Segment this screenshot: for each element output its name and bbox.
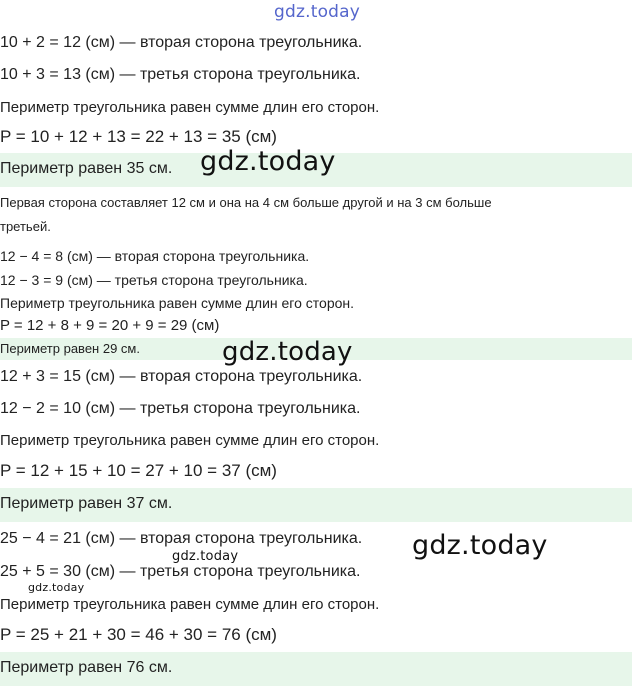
block4-line3: Периметр треугольника равен сумме длин его сторон. — [0, 596, 380, 613]
block2-line4: P = 12 + 8 + 9 = 20 + 9 = 29 (см) — [0, 317, 220, 334]
block1-line1: 10 + 2 = 12 (см) — вторая сторона треугольника. — [0, 34, 363, 51]
block3-answer: Периметр равен 37 см. — [0, 495, 173, 512]
watermark-mid2: gdz.today — [222, 337, 353, 367]
block4-answer: Периметр равен 76 см. — [0, 659, 173, 676]
block2-intro-line2: третьей. — [0, 219, 51, 234]
block4-line1: 25 − 4 = 21 (см) — вторая сторона треугольника. — [0, 530, 363, 547]
watermark-small1: gdz.today — [172, 549, 239, 564]
watermark-small2: gdz.today — [28, 581, 85, 594]
block2-answer: Периметр равен 29 см. — [0, 341, 140, 356]
block3-line2: 12 − 2 = 10 (см) — третья сторона треугольника. — [0, 400, 361, 417]
watermark-mid1: gdz.today — [200, 146, 336, 177]
block1-line3: Периметр треугольника равен сумме длин его сторон. — [0, 99, 380, 116]
block1-answer: Периметр равен 35 см. — [0, 160, 173, 177]
block1-line2: 10 + 3 = 13 (см) — третья сторона треугольника. — [0, 66, 361, 83]
block3-line1: 12 + 3 = 15 (см) — вторая сторона треугольника. — [0, 368, 363, 385]
block3-line3: Периметр треугольника равен сумме длин его сторон. — [0, 432, 380, 449]
watermark-top: gdz.today — [274, 2, 361, 22]
watermark-right: gdz.today — [412, 530, 548, 561]
block1-line4: P = 10 + 12 + 13 = 22 + 13 = 35 (см) — [0, 127, 277, 146]
block2-line2: 12 − 3 = 9 (см) — третья сторона треугольника. — [0, 272, 308, 288]
block2-line3: Периметр треугольника равен сумме длин его сторон. — [0, 295, 355, 311]
block2-line1: 12 − 4 = 8 (см) — вторая сторона треугольника. — [0, 248, 310, 264]
block3-line4: P = 12 + 15 + 10 = 27 + 10 = 37 (см) — [0, 461, 277, 480]
block2-intro-line1: Первая сторона составляет 12 см и она на 4 см больше другой и на 3 см больше — [0, 195, 492, 210]
block4-line2: 25 + 5 = 30 (см) — третья сторона треугольника. — [0, 563, 361, 580]
block4-line4: P = 25 + 21 + 30 = 46 + 30 = 76 (см) — [0, 625, 277, 644]
